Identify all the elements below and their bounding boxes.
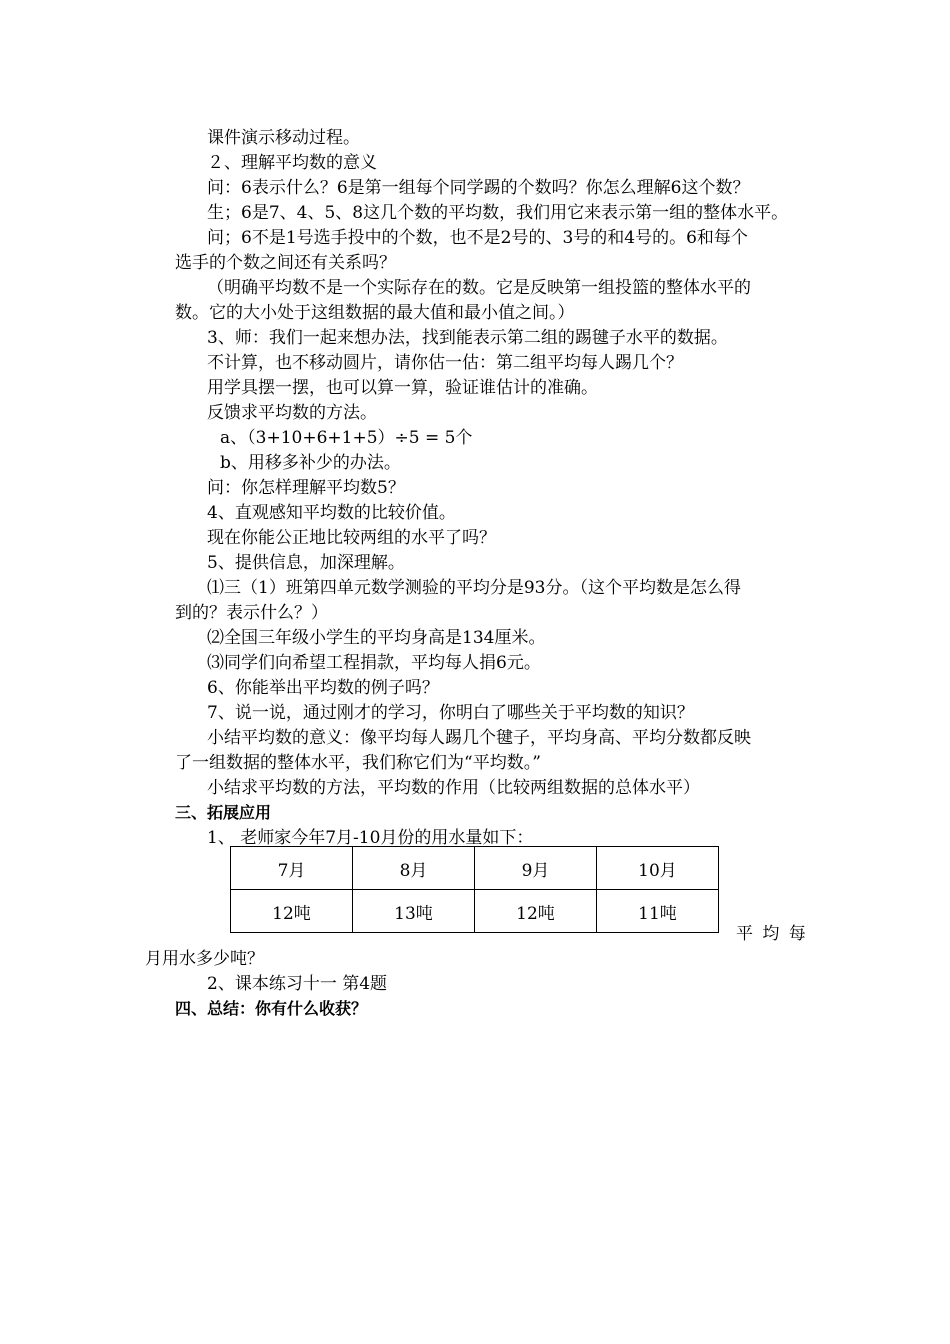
text-line: 选手的个数之间还有关系吗？ [175,253,396,273]
section-heading: 三、拓展应用 [175,803,272,822]
text-line: 5、提供信息，加深理解。 [207,553,405,573]
text-line: 了一组数据的整体水平，我们称它们为“平均数。” [175,753,541,773]
table-cell: 8月 [353,847,475,890]
table-cell: 9月 [475,847,597,890]
water-usage-table [230,846,719,933]
text-line: 现在你能公正地比较两组的水平了吗？ [207,528,496,548]
text-line: ⑴三（1）班第四单元数学测验的平均分是93分。（这个平均数是怎么得 [207,578,741,598]
table-row [231,890,719,933]
table-cell: 11吨 [597,890,719,933]
table-cell: 13吨 [353,890,475,933]
table-cell: 7月 [231,847,353,890]
section-heading: 四、总结：你有什么收获？ [175,999,368,1018]
question-tail: 平 均 每 [736,924,808,944]
text-line: ⑶同学们向希望工程捐款，平均每人捐6元。 [207,653,541,673]
text-line: b、用移多补少的办法。 [220,453,401,473]
text-line: 3、师：我们一起来想办法，找到能表示第二组的踢毽子水平的数据。 [207,328,728,348]
text-line: 问：你怎样理解平均数5？ [207,478,405,498]
text-line: 小结求平均数的方法，平均数的作用（比较两组数据的总体水平） [207,778,700,798]
text-line: （明确平均数不是一个实际存在的数。它是反映第一组投篮的整体水平的 [207,278,751,298]
formula-line: a、（3+10+6+1+5）÷5 = 5个 [220,428,473,448]
table-row [231,847,719,890]
table-cell: 12吨 [231,890,353,933]
text-line: 问：6表示什么？6是第一组每个同学踢的个数吗？你怎么理解6这个数？ [207,178,750,198]
question-line: 月用水多少吨？ [145,949,264,969]
text-line: 小结平均数的意义：像平均每人踢几个毽子，平均身高、平均分数都反映 [207,728,751,748]
text-line: 6、你能举出平均数的例子吗？ [207,678,439,698]
table-cell: 12吨 [475,890,597,933]
text-line: 不计算，也不移动圆片，请你估一估：第二组平均每人踢几个？ [207,353,683,373]
text-line: 课件演示移动过程。 [207,128,360,148]
text-line: 用学具摆一摆，也可以算一算，验证谁估计的准确。 [207,378,598,398]
text-line: 4、直观感知平均数的比较价值。 [207,503,456,523]
text-line: 数。它的大小处于这组数据的最大值和最小值之间。） [175,303,575,323]
exercise-item: 2、课本练习十一 第4题 [207,974,388,994]
text-line: 到的？表示什么？） [175,603,328,623]
text-line: 问；6不是1号选手投中的个数，也不是2号的、3号的和4号的。6和每个 [207,228,748,248]
text-line: ⑵全国三年级小学生的平均身高是134厘米。 [207,628,546,648]
text-line: ２、理解平均数的意义 [207,153,377,173]
table-cell: 10月 [597,847,719,890]
exercise-item: 1、 老师家今年7月-10月份的用水量如下： [207,828,534,848]
text-line: 生；6是7、4、5、8这几个数的平均数，我们用它来表示第一组的整体水平。 [207,203,789,223]
text-line: 7、说一说，通过刚才的学习，你明白了哪些关于平均数的知识？ [207,703,694,723]
text-line: 反馈求平均数的方法。 [207,403,377,423]
